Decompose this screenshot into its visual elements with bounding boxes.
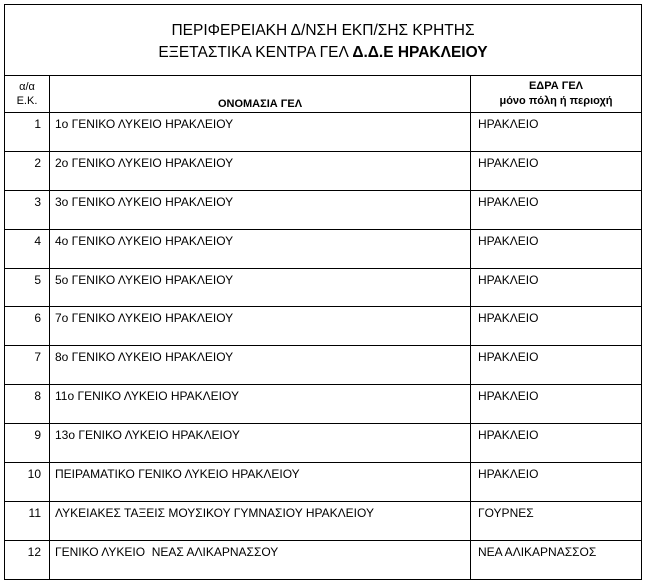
table-row bbox=[5, 229, 642, 268]
header-seat bbox=[471, 76, 642, 113]
row-school-name: 7ο ΓΕΝΙΚΟ ΛΥΚΕΙΟ ΗΡΑΚΛΕΙΟΥ bbox=[50, 307, 471, 346]
row-seat: ΗΡΑΚΛΕΙΟ bbox=[471, 229, 642, 268]
row-number: 7 bbox=[5, 346, 50, 385]
row-school-name: 11ο ΓΕΝΙΚΟ ΛΥΚΕΙΟ ΗΡΑΚΛΕΙΟΥ bbox=[50, 385, 471, 424]
row-seat: ΓΟΥΡΝΕΣ bbox=[471, 501, 642, 540]
table-row bbox=[5, 501, 642, 540]
table-title bbox=[5, 5, 642, 76]
row-seat: ΝΕΑ ΑΛΙΚΑΡΝΑΣΣΟΣ bbox=[471, 540, 642, 579]
table-row bbox=[5, 346, 642, 385]
title-line-2-prefix: ΕΞΕΤΑΣΤΙΚΑ ΚΕΝΤΡΑ ΓΕΛ bbox=[158, 44, 353, 61]
row-seat: ΗΡΑΚΛΕΙΟ bbox=[471, 190, 642, 229]
row-number: 8 bbox=[5, 385, 50, 424]
row-number: 11 bbox=[5, 501, 50, 540]
row-number: 3 bbox=[5, 190, 50, 229]
title-line-2-bold: Δ.Δ.Ε ΗΡΑΚΛΕΙΟΥ bbox=[352, 44, 488, 61]
row-number: 9 bbox=[5, 424, 50, 463]
table-row bbox=[5, 113, 642, 152]
row-number: 5 bbox=[5, 268, 50, 307]
row-number: 10 bbox=[5, 463, 50, 502]
row-number: 2 bbox=[5, 151, 50, 190]
row-school-name: 3ο ΓΕΝΙΚΟ ΛΥΚΕΙΟ ΗΡΑΚΛΕΙΟΥ bbox=[50, 190, 471, 229]
table-row bbox=[5, 268, 642, 307]
table-row bbox=[5, 424, 642, 463]
row-number: 1 bbox=[5, 113, 50, 152]
row-seat: ΗΡΑΚΛΕΙΟ bbox=[471, 113, 642, 152]
table-row bbox=[5, 385, 642, 424]
table-row bbox=[5, 190, 642, 229]
row-school-name: ΛΥΚΕΙΑΚΕΣ ΤΑΞΕΙΣ ΜΟΥΣΙΚΟΥ ΓΥΜΝΑΣΙΟΥ ΗΡΑΚΛΕΙΟΥ bbox=[50, 501, 471, 540]
exam-centers-table bbox=[4, 4, 642, 580]
row-school-name: 4ο ΓΕΝΙΚΟ ΛΥΚΕΙΟ ΗΡΑΚΛΕΙΟΥ bbox=[50, 229, 471, 268]
row-school-name: ΠΕΙΡΑΜΑΤΙΚΟ ΓΕΝΙΚΟ ΛΥΚΕΙΟ ΗΡΑΚΛΕΙΟΥ bbox=[50, 463, 471, 502]
row-school-name: 2ο ΓΕΝΙΚΟ ΛΥΚΕΙΟ ΗΡΑΚΛΕΙΟΥ bbox=[50, 151, 471, 190]
table-row bbox=[5, 540, 642, 579]
table-row bbox=[5, 307, 642, 346]
title-line-1: ΠΕΡΙΦΕΡΕΙΑΚΗ Δ/ΝΣΗ ΕΚΠ/ΣΗΣ ΚΡΗΤΗΣ bbox=[171, 22, 475, 39]
header-number-line-1: α/α bbox=[19, 81, 35, 93]
row-seat: ΗΡΑΚΛΕΙΟ bbox=[471, 463, 642, 502]
row-seat: ΗΡΑΚΛΕΙΟ bbox=[471, 151, 642, 190]
row-seat: ΗΡΑΚΛΕΙΟ bbox=[471, 307, 642, 346]
row-school-name: 13ο ΓΕΝΙΚΟ ΛΥΚΕΙΟ ΗΡΑΚΛΕΙΟΥ bbox=[50, 424, 471, 463]
row-number: 4 bbox=[5, 229, 50, 268]
header-seat-line-1: ΕΔΡΑ ΓΕΛ bbox=[528, 80, 584, 92]
header-seat-line-2: μόνο πόλη ή περιοχή bbox=[499, 95, 613, 107]
row-school-name: 5ο ΓΕΝΙΚΟ ΛΥΚΕΙΟ ΗΡΑΚΛΕΙΟΥ bbox=[50, 268, 471, 307]
title-line-2 bbox=[5, 42, 641, 64]
row-seat: ΗΡΑΚΛΕΙΟ bbox=[471, 424, 642, 463]
header-row bbox=[5, 76, 642, 113]
table-row bbox=[5, 151, 642, 190]
row-seat: ΗΡΑΚΛΕΙΟ bbox=[471, 385, 642, 424]
row-school-name: ΓΕΝΙΚΟ ΛΥΚΕΙΟ ΝΕΑΣ ΑΛΙΚΑΡΝΑΣΣΟΥ bbox=[50, 540, 471, 579]
row-school-name: 1ο ΓΕΝΙΚΟ ΛΥΚΕΙΟ ΗΡΑΚΛΕΙΟΥ bbox=[50, 113, 471, 152]
table-row bbox=[5, 463, 642, 502]
row-seat: ΗΡΑΚΛΕΙΟ bbox=[471, 268, 642, 307]
header-number-line-2: Ε.Κ. bbox=[16, 95, 38, 107]
title-row bbox=[5, 5, 642, 76]
row-number: 6 bbox=[5, 307, 50, 346]
row-school-name: 8ο ΓΕΝΙΚΟ ΛΥΚΕΙΟ ΗΡΑΚΛΕΙΟΥ bbox=[50, 346, 471, 385]
header-number bbox=[5, 76, 50, 113]
row-seat: ΗΡΑΚΛΕΙΟ bbox=[471, 346, 642, 385]
header-name: ΟΝΟΜΑΣΙΑ ΓΕΛ bbox=[50, 76, 471, 113]
row-number: 12 bbox=[5, 540, 50, 579]
